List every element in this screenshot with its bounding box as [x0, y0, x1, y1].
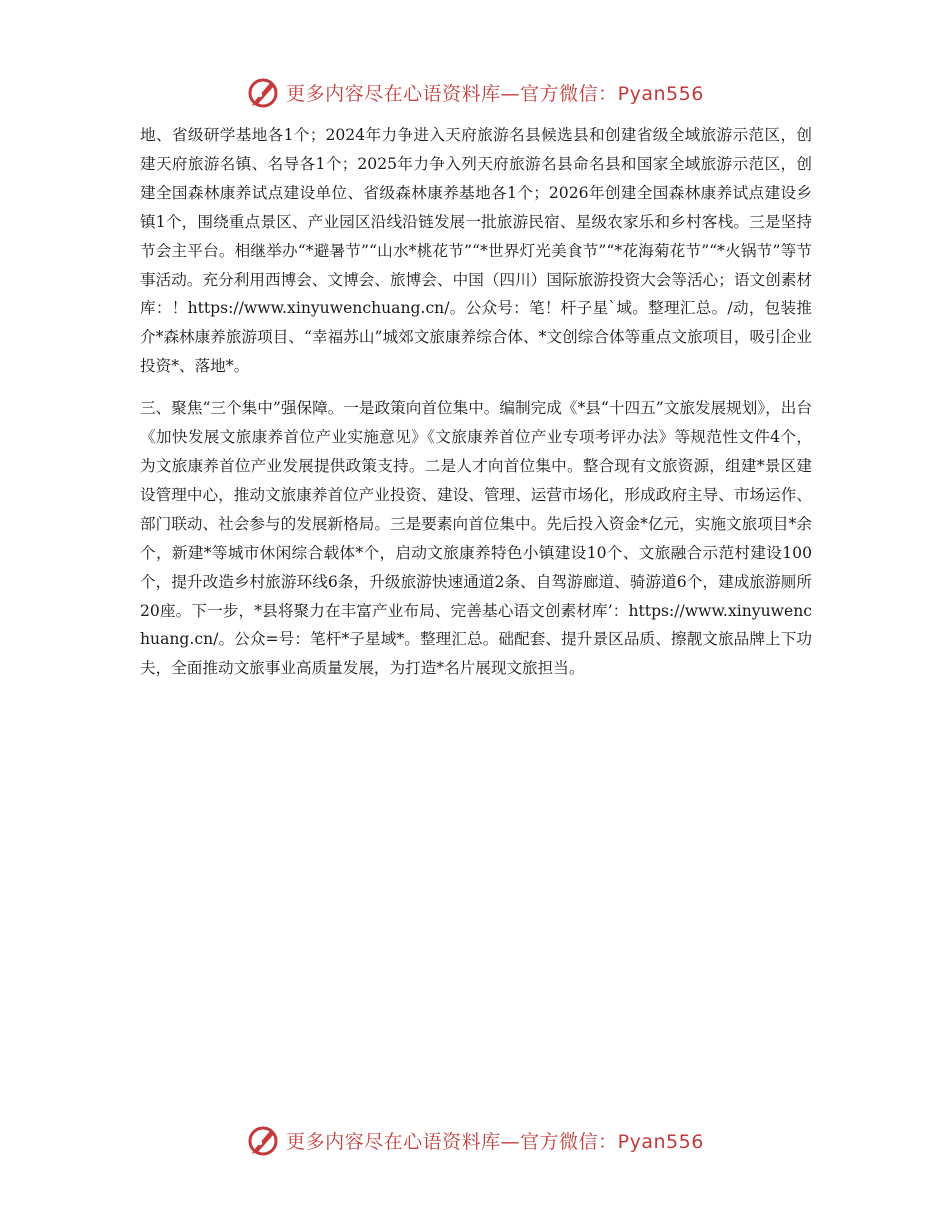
footer-banner: [0, 1120, 950, 1160]
header-banner-inner: [246, 75, 704, 109]
paragraph-2: 三、聚焦“三个集中”强保障。一是政策向首位集中。编制完成《*县“十四五”文旅发展规划》，出台《加快发展文旅康养首位产业实施意见》《文旅康养首位产业专项考评办法》等规范性文件4个，为文旅康养首位产业发展提供政策支持。二是人才向首位集中。整合现有文旅资源，组建*景区建设管理中心，推动文旅康养首位产业投资、建设、管理、运营市场化，形成政府主导、市场运作、部门联动、社会参与的发展新格局。三是要素向首位集中。先后投入资金*亿元，实施文旅项目*余个，新建*等城市休闲综合载体*个，启动文旅康养特色小镇建设10个、文旅融合示范村建设100个，提升改造乡村旅游环线6条，升级旅游快速通道2条、自驾游廊道、骑游道6个，建成旅游厕所20座。下一步，*县将聚力在丰富产业布局、完善基心语文创素材库’：https://www.xinyuwenchuang.cn/。公众=号：笔杆*子星域*。整理汇总。础配套、提升景区品质、擦靓文旅品牌上下功夫，全面推动文旅事业高质量发展，为打造*名片展现文旅担当。: [140, 399, 812, 678]
quill-pen-logo-icon: [246, 75, 280, 109]
header-banner-text: 更多内容尽在心语资料库—官方微信：Pyan556: [286, 82, 704, 105]
footer-banner-text: 更多内容尽在心语资料库—官方微信：Pyan556: [286, 1130, 704, 1153]
paragraph-1: 地、省级研学基地各1个；2024年力争进入天府旅游名县候选县和创建省级全域旅游示范区，创建天府旅游名镇、名导各1个；2025年力争入列天府旅游名县命名县和国家全域旅游示范区，创建全国森林康养试点建设单位、省级森林康养基地各1个；2026年创建全国森林康养试点建设乡镇1个，围绕重点景区、产业园区沿线沿链发展一批旅游民宿、星级农家乐和乡村客栈。三是坚持节会主平台。相继举办“*避暑节”“山水*桃花节”“*世界灯光美食节”“*花海菊花节”“*火锅节”等节事活动。充分利用西博会、文博会、旅博会、中国（四川）国际旅游投资大会等活心；语文创素材库：！https://www.xinyuwenchuang.cn/。公众号：笔！杆子星`域。整理汇总。/动，包装推介*森林康养旅游项目、“幸福苏山”城郊文旅康养综合体、*文创综合体等重点文旅项目，吸引企业投资*、落地*。: [140, 126, 812, 376]
document-body: [140, 121, 812, 683]
footer-banner-inner: [246, 1123, 704, 1157]
quill-pen-logo-icon: [246, 1123, 280, 1157]
header-banner: [0, 72, 950, 112]
